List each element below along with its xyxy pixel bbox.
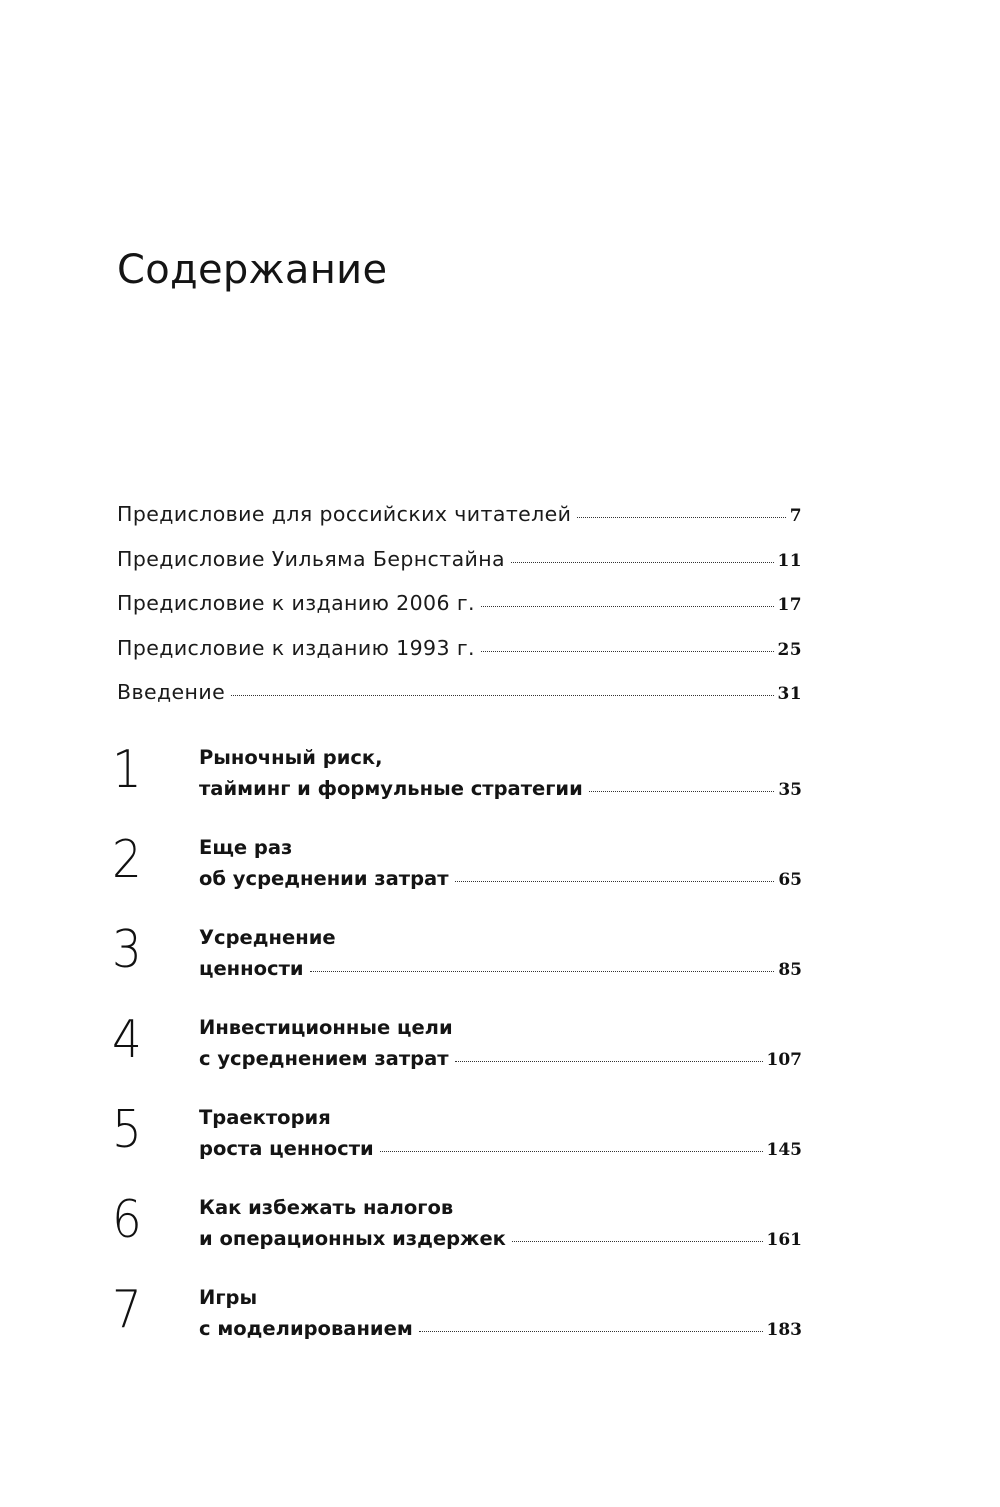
- chapter-entry[interactable]: [112, 1012, 802, 1102]
- chapter-number: 5: [112, 1100, 142, 1160]
- page-number: 17: [777, 595, 802, 615]
- dot-leader: [511, 562, 774, 563]
- page-number: 65: [778, 870, 802, 890]
- chapter-title-line2: об усреднении затрат: [199, 867, 449, 890]
- chapter-number: 7: [112, 1280, 142, 1340]
- page-number: 25: [777, 639, 802, 660]
- toc-entry[interactable]: [117, 591, 802, 636]
- chapter-title-line1: Игры: [199, 1286, 258, 1309]
- page-number: 31: [777, 684, 802, 704]
- dot-leader: [310, 971, 775, 972]
- chapter-entry[interactable]: [112, 1102, 802, 1192]
- chapter-entry[interactable]: [112, 1282, 802, 1372]
- toc-entry-title: Введение: [117, 680, 226, 704]
- page-number: 35: [778, 780, 802, 800]
- chapter-title: [199, 1102, 802, 1164]
- chapter-title-line2-row: [199, 773, 802, 804]
- chapter-title-line2-row: [199, 863, 802, 894]
- chapter-title-line2: с усреднением затрат: [199, 1047, 449, 1070]
- chapter-entry[interactable]: [112, 1192, 802, 1282]
- dot-leader: [455, 881, 775, 882]
- chapter-title-line1: Траектория: [199, 1106, 331, 1129]
- chapter-number: 1: [112, 740, 142, 800]
- dot-leader: [512, 1241, 763, 1242]
- chapter-title-line1: Еще раз: [199, 836, 293, 859]
- page-number: 85: [778, 960, 802, 980]
- toc-entry[interactable]: [117, 636, 802, 681]
- chapter-title-line1: Инвестиционные цели: [199, 1016, 453, 1039]
- chapter-list: [112, 742, 802, 1372]
- dot-leader: [481, 651, 774, 652]
- page-number: 161: [766, 1230, 802, 1250]
- page-number: 145: [766, 1140, 802, 1160]
- chapter-title-line2-row: [199, 1223, 802, 1254]
- page-number: 183: [766, 1320, 802, 1340]
- chapter-title: [199, 832, 802, 894]
- page-number: 11: [777, 550, 802, 571]
- chapter-number: 2: [112, 830, 142, 890]
- chapter-entry[interactable]: [112, 742, 802, 832]
- page-number: 107: [766, 1050, 802, 1070]
- front-matter-list: [117, 502, 802, 725]
- chapter-title: [199, 1012, 802, 1074]
- chapter-title: [199, 922, 802, 984]
- page-title: Содержание: [117, 247, 388, 293]
- chapter-title-line1: Рыночный риск,: [199, 746, 383, 769]
- dot-leader: [380, 1151, 763, 1152]
- toc-entry-title: Предисловие Уильяма Бернстайна: [117, 546, 506, 571]
- chapter-title: [199, 1192, 802, 1254]
- chapter-title-line2-row: [199, 1043, 802, 1074]
- chapter-number: 6: [112, 1190, 142, 1250]
- chapter-title-line1: Как избежать налогов: [199, 1196, 454, 1219]
- toc-entry-title: Предисловие к изданию 2006 г.: [117, 591, 475, 615]
- toc-entry[interactable]: [117, 502, 802, 547]
- chapter-title-line2-row: [199, 1133, 802, 1164]
- chapter-title-line2: и операционных издержек: [199, 1227, 506, 1250]
- toc-entry[interactable]: [117, 547, 802, 592]
- chapter-title-line2: ценности: [199, 957, 304, 980]
- chapter-title-line1: Усреднение: [199, 926, 336, 949]
- dot-leader: [455, 1061, 763, 1062]
- dot-leader: [419, 1331, 763, 1332]
- dot-leader: [589, 791, 775, 792]
- chapter-number: 4: [112, 1010, 142, 1070]
- chapter-title: [199, 742, 802, 804]
- chapter-title-line2-row: [199, 1313, 802, 1344]
- chapter-number: 3: [112, 920, 142, 980]
- toc-entry-title: Предисловие для российских читателей: [117, 502, 572, 526]
- dot-leader: [577, 517, 785, 518]
- chapter-entry[interactable]: [112, 832, 802, 922]
- toc-entry-title: Предисловие к изданию 1993 г.: [117, 635, 475, 660]
- chapter-title-line2: тайминг и формульные стратегии: [199, 777, 583, 800]
- chapter-title-line2: с моделированием: [199, 1317, 413, 1340]
- page-number: 7: [789, 506, 802, 526]
- chapter-title-line2-row: [199, 953, 802, 984]
- chapter-entry[interactable]: [112, 922, 802, 1012]
- chapter-title-line2: роста ценности: [199, 1137, 374, 1160]
- dot-leader: [481, 606, 774, 607]
- chapter-title: [199, 1282, 802, 1344]
- dot-leader: [231, 695, 773, 696]
- toc-entry[interactable]: [117, 680, 802, 725]
